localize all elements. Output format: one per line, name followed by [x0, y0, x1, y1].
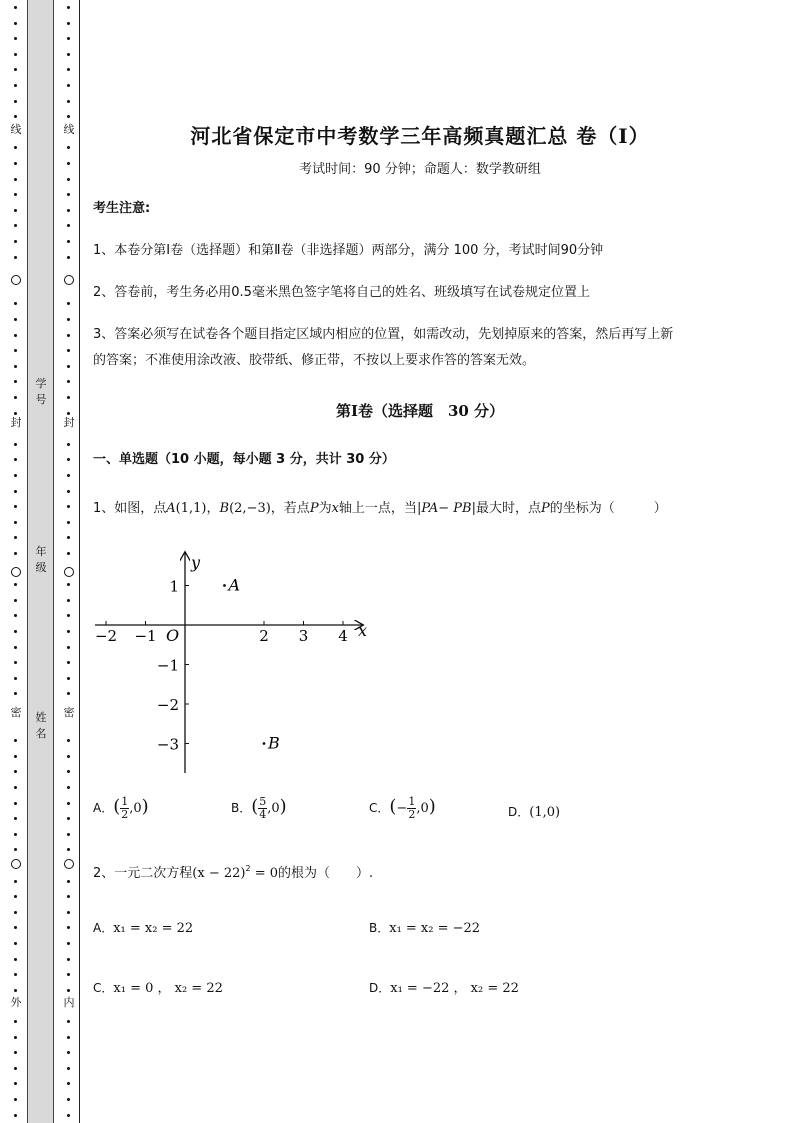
- q2-exponent: 2: [245, 864, 251, 873]
- field-label-char: 姓: [35, 711, 47, 724]
- option-text: x₁ = −22 ， x₂ = 22: [390, 981, 519, 996]
- margin-dot: [67, 1098, 70, 1101]
- notes-heading: 考生注意:: [93, 201, 151, 216]
- fraction: [407, 796, 416, 821]
- margin-dot: [67, 193, 70, 196]
- field-label-char: 年: [35, 545, 47, 558]
- option-letter: D．: [508, 805, 530, 819]
- point-b-label: B: [268, 733, 280, 753]
- margin-dot: [14, 911, 17, 914]
- q1-point-p: P: [309, 501, 319, 516]
- margin-dot: [14, 1020, 17, 1023]
- q2-expr: (x − 22): [192, 866, 246, 881]
- margin-dot: [67, 53, 70, 56]
- margin-dot: [67, 396, 70, 399]
- margin-dot: [67, 380, 70, 383]
- margin-dot: [67, 412, 70, 415]
- margin-dot: [67, 1067, 70, 1070]
- margin-dot: [67, 458, 70, 461]
- margin-dot: [14, 302, 17, 305]
- margin-dot: [14, 115, 17, 118]
- margin-dot: [14, 412, 17, 415]
- q1-text: 为: [318, 501, 332, 516]
- margin-dot: [67, 692, 70, 695]
- page-title: 河北省保定市中考数学三年高频真题汇总 卷（Ⅰ）: [190, 124, 650, 148]
- margin-dot: [14, 1098, 17, 1101]
- margin-dot: [14, 1114, 17, 1117]
- denominator: 2: [121, 808, 129, 821]
- point-a-label: A: [228, 575, 241, 595]
- q2-eq: = 0: [250, 866, 278, 881]
- margin-circle-icon: [64, 859, 74, 869]
- margin-dot: [14, 380, 17, 383]
- margin-dot: [14, 100, 17, 103]
- point-a: [223, 584, 226, 587]
- margin-dot: [14, 256, 17, 259]
- margin-dot: [14, 318, 17, 321]
- margin-dot: [67, 318, 70, 321]
- margin-circle-icon: [11, 859, 21, 869]
- margin-dot: [67, 989, 70, 992]
- margin-dot: [67, 895, 70, 898]
- y-tick-label: −2: [156, 696, 179, 714]
- option-rest: ,0: [129, 801, 142, 816]
- margin-dot: [14, 53, 17, 56]
- y-axis-label: y: [191, 553, 201, 572]
- margin-label: 线: [63, 123, 75, 136]
- option-letter: D．: [369, 981, 391, 995]
- margin-dot: [14, 552, 17, 555]
- margin-dot: [14, 802, 17, 805]
- fraction: [120, 796, 129, 821]
- q1-point-p: P: [540, 501, 550, 516]
- margin-dot: [14, 505, 17, 508]
- margin-dot: [67, 880, 70, 883]
- margin-dot: [14, 521, 17, 524]
- option-rest: ,0: [416, 801, 429, 816]
- note-3: 3、答案必须写在试卷各个题目指定区域内相应的位置，如需改动，先划掉原来的答案，然后再写上新: [93, 327, 674, 342]
- margin-dot: [14, 474, 17, 477]
- margin-dot: [67, 68, 70, 71]
- margin-dot: [67, 240, 70, 243]
- note-2: 2、答卷前，考生务必用0.5毫米黑色签字笔将自己的姓名、班级填写在试卷规定位置上: [93, 285, 590, 300]
- margin-dot: [14, 583, 17, 586]
- q1-text: 1、如图，点: [93, 501, 167, 516]
- margin-dot: [14, 817, 17, 820]
- margin-rule: [79, 0, 80, 1123]
- field-grade: [34, 544, 48, 576]
- option-letter: C．: [93, 981, 114, 995]
- y-tick-label: 1: [169, 577, 179, 596]
- denominator: 2: [408, 808, 416, 821]
- margin-label: 外: [10, 996, 22, 1009]
- margin-dot: [14, 365, 17, 368]
- margin-dot: [14, 37, 17, 40]
- margin-dot: [67, 911, 70, 914]
- q1-text: 最大时，点: [475, 501, 541, 516]
- margin-dot: [67, 958, 70, 961]
- margin-label: 密: [63, 706, 75, 719]
- coordinate-figure: [90, 548, 380, 778]
- point-b: [263, 742, 266, 745]
- option-rest: ,0: [267, 801, 280, 816]
- margin-dot: [14, 989, 17, 992]
- margin-circle-icon: [11, 275, 21, 285]
- y-tick-label: −1: [156, 656, 179, 675]
- margin-dot: [14, 490, 17, 493]
- margin-dot: [67, 926, 70, 929]
- margin-dot: [67, 536, 70, 539]
- margin-dot: [67, 770, 70, 773]
- margin-dot: [67, 646, 70, 649]
- x-tick-label: −2: [94, 627, 118, 645]
- q1-coord-a: (1,1): [175, 501, 207, 516]
- q2-option-b[interactable]: [369, 919, 480, 936]
- margin-dot: [14, 162, 17, 165]
- margin-dot: [14, 349, 17, 352]
- margin-dot: [14, 942, 17, 945]
- margin-dot: [67, 490, 70, 493]
- margin-dot: [14, 614, 17, 617]
- field-label-char: 名: [35, 727, 47, 740]
- field-name: [34, 710, 48, 742]
- fraction: [258, 796, 267, 821]
- y-tick-label: −3: [156, 735, 179, 754]
- margin-dot: [14, 630, 17, 633]
- margin-dot: [67, 802, 70, 805]
- option-text: x₁ = x₂ = 22: [113, 921, 194, 936]
- numerator: 1: [121, 795, 129, 808]
- margin-dot: [67, 443, 70, 446]
- margin-dot: [67, 146, 70, 149]
- margin-dot: [14, 770, 17, 773]
- margin-dot: [67, 162, 70, 165]
- q1-x: x: [331, 501, 339, 516]
- margin-dot: [14, 739, 17, 742]
- q1-abs-expr: |PA− PB|: [416, 501, 476, 516]
- q2-option-a[interactable]: [93, 919, 193, 936]
- margin-dot: [14, 786, 17, 789]
- inner-dot-column: [62, 0, 76, 1123]
- margin-dot: [14, 68, 17, 71]
- margin-dot: [67, 942, 70, 945]
- margin-circle-icon: [11, 567, 21, 577]
- margin-dot: [14, 646, 17, 649]
- margin-dot: [67, 1114, 70, 1117]
- margin-dot: [67, 786, 70, 789]
- question-2: [93, 856, 373, 887]
- margin-dot: [14, 193, 17, 196]
- note-3-cont: 的答案；不准使用涂改液、胶带纸、修正带，不按以上要求作答的答案无效。: [93, 353, 536, 368]
- q1-point-a: A: [166, 501, 176, 516]
- margin-dot: [14, 84, 17, 87]
- margin-dot: [14, 209, 17, 212]
- margin-label: 封: [10, 416, 22, 429]
- margin-dot: [67, 1036, 70, 1039]
- margin-dot: [67, 365, 70, 368]
- margin-dot: [14, 848, 17, 851]
- margin-dot: [67, 848, 70, 851]
- margin-dot: [67, 349, 70, 352]
- margin-dot: [14, 6, 17, 9]
- section-title: 第Ⅰ卷（选择题 30 分）: [335, 402, 505, 420]
- margin-dot: [14, 334, 17, 337]
- margin-dot: [67, 817, 70, 820]
- margin-dot: [67, 302, 70, 305]
- q1-option-d[interactable]: [508, 803, 560, 820]
- margin-dot: [14, 833, 17, 836]
- margin-dot: [67, 739, 70, 742]
- q1-option-a[interactable]: A．( $\frac{1}{2}$ ,0): [93, 795, 149, 821]
- x-tick-label: 2: [259, 627, 269, 645]
- margin-dot: [67, 84, 70, 87]
- margin-dot: [67, 474, 70, 477]
- margin-dot: [14, 958, 17, 961]
- origin-label: O: [166, 626, 180, 645]
- denominator: 4: [259, 808, 267, 821]
- margin-dot: [14, 1051, 17, 1054]
- option-letter: B．: [231, 801, 252, 815]
- margin-dot: [14, 661, 17, 664]
- margin-dot: [14, 926, 17, 929]
- margin-dot: [67, 755, 70, 758]
- q2-text: 的根为（ ）.: [278, 866, 374, 881]
- margin-dot: [67, 599, 70, 602]
- margin-circle-icon: [64, 275, 74, 285]
- margin-dot: [67, 973, 70, 976]
- margin-dot: [14, 895, 17, 898]
- margin-dot: [14, 240, 17, 243]
- x-tick-label: 3: [298, 627, 309, 645]
- option-letter: B．: [369, 921, 390, 935]
- margin-dot: [67, 833, 70, 836]
- margin-dot: [67, 334, 70, 337]
- note-1: 1、本卷分第Ⅰ卷（选择题）和第Ⅱ卷（非选择题）两部分，满分 100 分，考试时间90分钟: [93, 243, 604, 258]
- margin-circle-icon: [64, 567, 74, 577]
- option-text: x₁ = 0 ， x₂ = 22: [113, 981, 223, 996]
- margin-dot: [67, 614, 70, 617]
- margin-dot: [67, 256, 70, 259]
- q1-point-b: B: [219, 501, 230, 516]
- x-tick-label: −1: [134, 627, 157, 645]
- margin-dot: [67, 552, 70, 555]
- x-axis-label: x: [358, 621, 368, 640]
- margin-dot: [67, 1051, 70, 1054]
- outer-dot-column: [9, 0, 23, 1123]
- numerator: 5: [259, 795, 267, 808]
- question-1: [93, 496, 667, 522]
- margin-dot: [67, 677, 70, 680]
- minus-sign: −: [396, 801, 408, 816]
- margin-dot: [67, 37, 70, 40]
- field-label-char: 学: [35, 377, 47, 390]
- margin-dot: [14, 443, 17, 446]
- margin-dot: [14, 755, 17, 758]
- q1-option-b[interactable]: B．( $\frac{5}{4}$ ,0): [231, 795, 287, 821]
- margin-dot: [14, 224, 17, 227]
- x-tick-label: 4: [338, 627, 348, 645]
- margin-dot: [14, 599, 17, 602]
- margin-label: 内: [63, 996, 75, 1009]
- margin-dot: [67, 661, 70, 664]
- margin-dot: [14, 536, 17, 539]
- q2-option-d[interactable]: [369, 977, 519, 996]
- field-label-char: 级: [35, 561, 47, 574]
- margin-dot: [67, 115, 70, 118]
- margin-dot: [14, 1082, 17, 1085]
- margin-dot: [67, 505, 70, 508]
- margin-dot: [67, 209, 70, 212]
- margin-dot: [67, 100, 70, 103]
- margin-label: 封: [63, 416, 75, 429]
- q1-text: ，若点: [270, 501, 310, 516]
- numerator: 1: [408, 795, 416, 808]
- margin-dot: [14, 396, 17, 399]
- margin-dot: [67, 22, 70, 25]
- margin-dot: [14, 1067, 17, 1070]
- margin-dot: [14, 458, 17, 461]
- margin-dot: [14, 1036, 17, 1039]
- field-student-id: [34, 376, 48, 408]
- option-text: (1,0): [529, 805, 561, 820]
- part-heading: 一、单选题（10 小题，每小题 3 分，共计 30 分）: [93, 452, 395, 467]
- margin-dot: [67, 1020, 70, 1023]
- q1-option-c[interactable]: C．(− $\frac{1}{2}$ ,0): [369, 795, 436, 821]
- margin-dot: [67, 630, 70, 633]
- q1-text: 轴上一点，当: [338, 501, 417, 516]
- option-letter: C．: [369, 801, 390, 815]
- margin-label: 密: [10, 706, 22, 719]
- margin-dot: [67, 178, 70, 181]
- margin-dot: [14, 677, 17, 680]
- option-letter: A．: [93, 921, 114, 935]
- q2-option-c[interactable]: [93, 977, 223, 996]
- margin-dot: [14, 146, 17, 149]
- option-letter: A．: [93, 801, 114, 815]
- q1-sep: ，: [206, 501, 220, 516]
- q1-coord-b: (2,−3): [229, 501, 271, 516]
- option-text: x₁ = x₂ = −22: [389, 921, 481, 936]
- margin-dot: [67, 224, 70, 227]
- margin-dot: [67, 583, 70, 586]
- margin-dot: [14, 973, 17, 976]
- q1-text: 的坐标为（ ）: [549, 501, 667, 516]
- q2-text: 2、一元二次方程: [93, 866, 193, 881]
- field-label-char: 号: [35, 393, 47, 406]
- margin-dot: [67, 6, 70, 9]
- margin-label: 线: [10, 123, 22, 136]
- margin-dot: [14, 22, 17, 25]
- margin-dot: [14, 880, 17, 883]
- margin-dot: [14, 692, 17, 695]
- margin-dot: [67, 521, 70, 524]
- margin-dot: [67, 1082, 70, 1085]
- exam-info: 考试时间：90 分钟；命题人：数学教研组: [299, 162, 541, 177]
- margin-dot: [14, 178, 17, 181]
